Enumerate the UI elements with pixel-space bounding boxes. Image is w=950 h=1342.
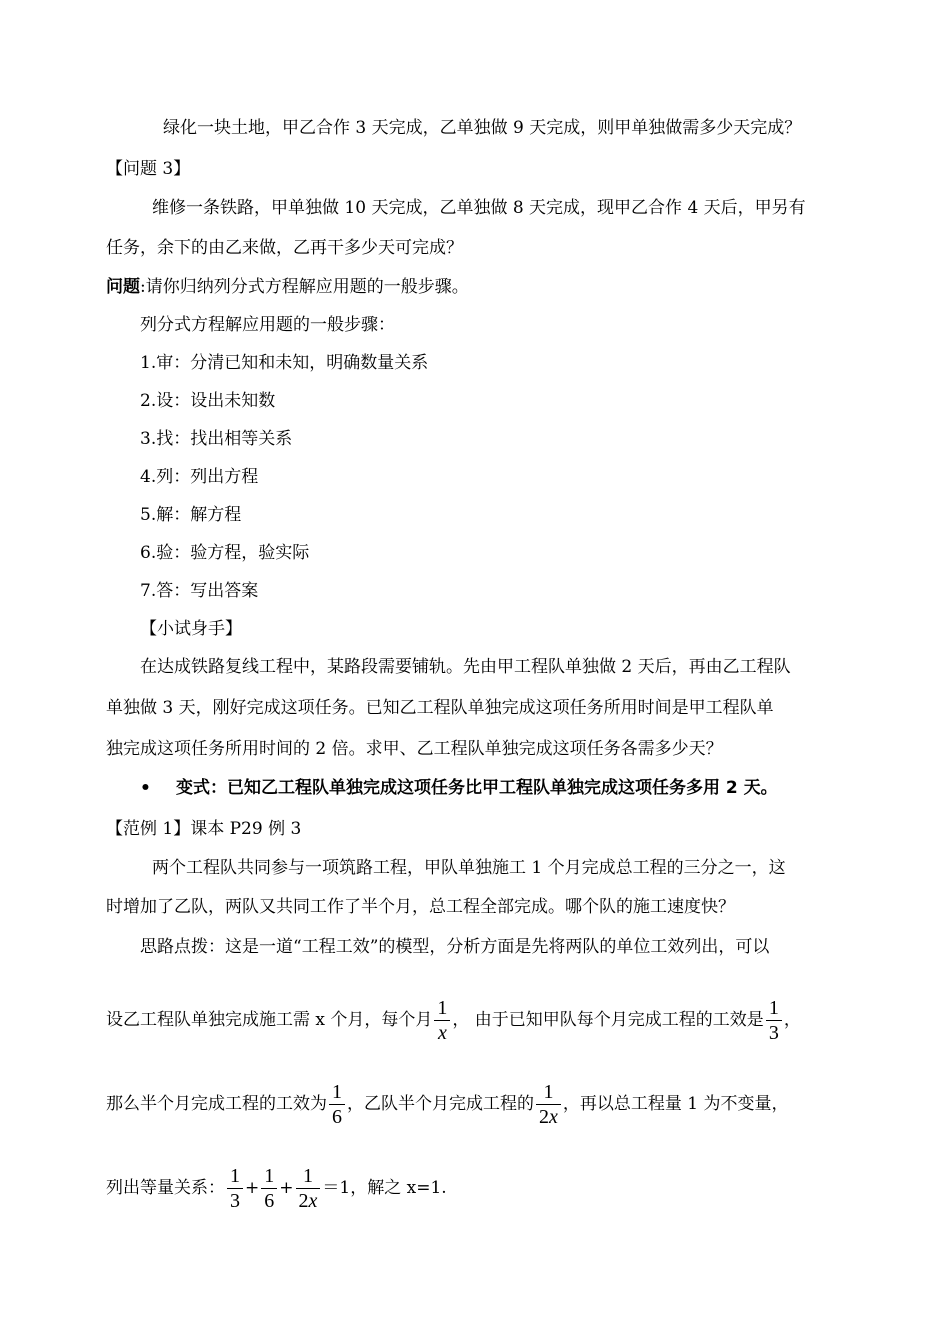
fraction-1-over-2x: $\frac{1}{2x}$	[536, 1080, 561, 1129]
formula-line-2	[106, 1074, 789, 1134]
bullet-icon: •	[140, 778, 151, 798]
hint-line: 思路点拨：这是一道“工程工效”的模型，分析方面是先将两队的单位工效列出，可以	[140, 937, 770, 957]
step-item: 1.审：分清已知和未知，明确数量关系	[140, 353, 429, 373]
text-segment: 列出等量关系：	[106, 1178, 225, 1198]
text-segment: 那么半个月完成工程的工效为	[106, 1094, 327, 1114]
text-line: 时增加了乙队，两队又共同工作了半个月，总工程全部完成。哪个队的施工速度快？	[106, 897, 735, 917]
step-item: 4.列：列出方程	[140, 467, 259, 487]
section-heading-problem-3: 【问题 3】	[106, 159, 191, 179]
text-segment: ，	[783, 1010, 801, 1030]
text-line: 绿化一块土地，甲乙合作 3 天完成，乙单独做 9 天完成，则甲单独做需多少天完成？	[163, 118, 802, 138]
steps-intro: 列分式方程解应用题的一般步骤：	[140, 315, 395, 335]
section-heading-trial: 【小试身手】	[140, 619, 242, 639]
fraction-1-over-6: $\frac{1}{6}$	[261, 1164, 277, 1213]
variant-text: 变式：已知乙工程队单独完成这项任务比甲工程队单独完成这项任务多用 2 天。	[176, 778, 778, 798]
formula-line-3	[106, 1158, 447, 1218]
step-item: 7.答：写出答案	[140, 581, 259, 601]
text-segment: ， 由于已知甲队每个月完成工程的工效是	[452, 1010, 764, 1030]
formula-line-1	[106, 990, 801, 1050]
text-line: 在达成铁路复线工程中，某路段需要铺轨。先由甲工程队单独做 2 天后，再由乙工程队	[140, 657, 791, 677]
text-line: 任务，余下的由乙来做，乙再干多少天可完成？	[106, 238, 463, 258]
plus-sign: +	[279, 1178, 294, 1198]
fraction-1-over-3: $\frac{1}{3}$	[766, 996, 782, 1045]
fraction-1-over-x: $\frac{1}{x}$	[434, 996, 450, 1045]
step-item: 5.解：解方程	[140, 505, 242, 525]
text-line: 两个工程队共同参与一项筑路工程，甲队单独施工 1 个月完成总工程的三分之一，这	[152, 858, 786, 878]
text-segment: ，再以总工程量 1 为不变量，	[562, 1094, 789, 1114]
question-text: :请你归纳列分式方程解应用题的一般步骤。	[140, 277, 469, 297]
step-item: 2.设：设出未知数	[140, 391, 276, 411]
text-line: 单独做 3 天，刚好完成这项任务。已知乙工程队单独完成这项任务所用时间是甲工程队单	[106, 698, 774, 718]
plus-sign: +	[245, 1178, 260, 1198]
step-item: 6.验：验方程，验实际	[140, 543, 310, 563]
question-line	[106, 276, 469, 298]
text-line: 独完成这项任务所用时间的 2 倍。求甲、乙工程队单独完成这项任务各需多少天？	[106, 739, 723, 759]
fraction-1-over-2x: $\frac{1}{2x}$	[296, 1164, 321, 1213]
section-heading-example-1: 【范例 1】课本 P29 例 3	[106, 819, 302, 839]
fraction-1-over-3: $\frac{1}{3}$	[227, 1164, 243, 1213]
step-item: 3.找：找出相等关系	[140, 429, 293, 449]
text-segment: ，乙队半个月完成工程的	[347, 1094, 534, 1114]
text-line: 维修一条铁路，甲单独做 10 天完成，乙单独做 8 天完成，现甲乙合作 4 天后，甲另有	[152, 198, 806, 218]
question-label: 问题	[106, 277, 140, 297]
variant-line	[140, 777, 778, 799]
text-segment: ＝1，解之 x=1.	[322, 1178, 447, 1198]
text-segment: 设乙工程队单独完成施工需 x 个月，每个月	[106, 1010, 433, 1030]
fraction-1-over-6: $\frac{1}{6}$	[329, 1080, 345, 1129]
